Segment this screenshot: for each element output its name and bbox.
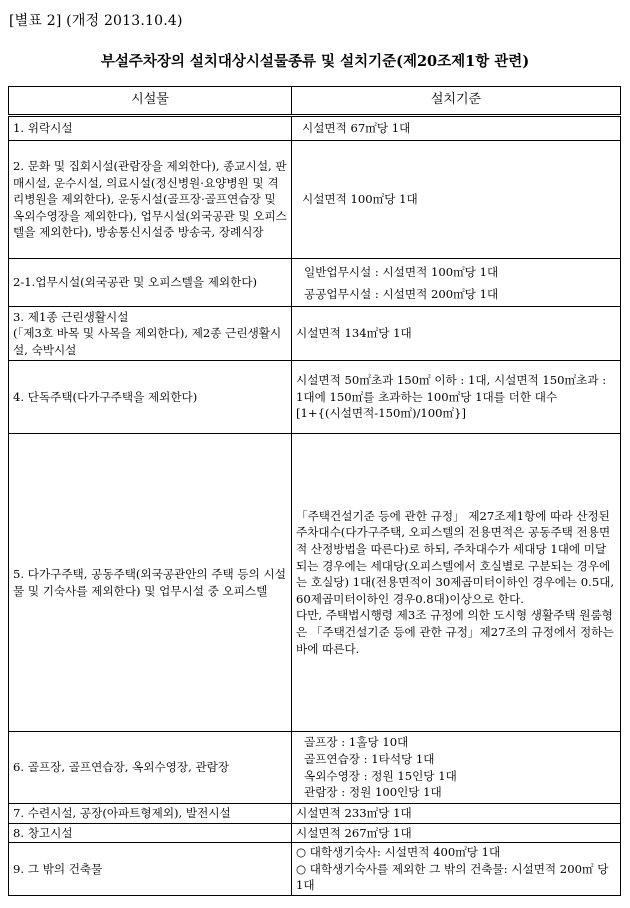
facility-cell: 9. 그 밖의 건축물 [9, 843, 292, 896]
criteria-line: 관람장 : 정원 100인당 1대 [304, 785, 442, 800]
criteria-cell [292, 259, 621, 307]
table-row [9, 434, 621, 732]
criteria-line: 골프장 : 1홀당 10대 [304, 735, 409, 750]
criteria-line: 골프연습장 : 1타석당 1대 [304, 751, 435, 766]
facility-cell: 4. 단독주택(다가구주택을 제외한다) [9, 361, 292, 434]
table-row [9, 116, 621, 141]
facility-cell: 5. 다가구주택, 공동주택(외국공관안의 주택 등의 시설물 및 기숙사를 제외한다) 및 업무시설 중 오피스텔 [9, 434, 292, 732]
criteria-cell: 시설면적 134㎡당 1대 [292, 307, 621, 361]
table-header-row [9, 87, 621, 116]
criteria-line: 일반업무시설 : 시설면적 100㎡당 1대 [304, 264, 499, 279]
table-row [9, 259, 621, 307]
facility-cell: 1. 위락시설 [9, 116, 292, 141]
table-row [9, 732, 621, 804]
header-criteria: 설치기준 [292, 87, 621, 116]
criteria-cell: 시설면적 267㎡당 1대 [292, 823, 621, 843]
document-title: 부설주차장의 설치대상시설물종류 및 설치기준(제20조제1항 관련) [100, 53, 530, 70]
facility-cell: 7. 수련시설, 공장(아파트형제외), 발전시설 [9, 804, 292, 824]
facility-cell: 2. 문화 및 집회시설(관람장을 제외한다), 종교시설, 판매시설, 운수시설, 의료시설(정신병원·요양병원 및 격리병원을 제외한다), 운동시설(골프장·골프연습장 및 옥외수영장을 제외한다), 업무시설(외국공관 및 오피스텔을 제외한다), 방송통신시설중 방송국, 장례식장 [9, 141, 292, 259]
table-row [9, 804, 621, 824]
criteria-cell: 시설면적 100㎡당 1대 [292, 141, 621, 259]
criteria-line: 시설면적 50㎡초과 150㎡ 이하 : 1대, 시설면적 150㎡초과 : 1대에 150㎡를 초과하는 100㎡당 1대를 더한 대수 [296, 373, 607, 404]
table-row [9, 823, 621, 843]
table-row [9, 843, 621, 896]
facility-cell: 6. 골프장, 골프연습장, 옥외수영장, 관람장 [9, 732, 292, 804]
criteria-line: 다만, 주택법시행령 제3조 규정에 의한 도시형 생활주택 원룸형은 「주택건설기준 등에 관한 규정」제27조의 규정에서 정하는 바에 따른다. [296, 608, 614, 656]
criteria-line: 「주택건설기준 등에 관한 규정」 제27조제1항에 따라 산정된 주차대수(다가구주택, 오피스텔의 전용면적은 공동주택 전용면적 산정방법을 따른다)로 하되, 주차대수가 세대당 1대에 미달되는 경우에는 세대당(오피스텔에서 호실별로 구분되는 경우에는 호실당) 1대(전용면적이 30제곱미터이하인 경우에는 0.5대, 60제곱미터이하인 경우0.8대)이상으로 한다. [296, 508, 615, 606]
criteria-cell: 시설면적 67㎡당 1대 [292, 116, 621, 141]
criteria-cell: 시설면적 233㎡당 1대 [292, 804, 621, 824]
facility-cell: 2-1.업무시설(외국공관 및 오피스텔을 제외한다) [9, 259, 292, 307]
criteria-line: 옥외수영장 : 정원 15인당 1대 [304, 768, 457, 783]
header-facility: 시설물 [9, 87, 292, 116]
facility-line: (「제3호 바목 및 사목을 제외한다), 제2종 근린생활시설, 숙박시설 [13, 326, 282, 357]
table-row [9, 141, 621, 259]
criteria-cell [292, 434, 621, 732]
annex-label: [별표 2] (개정 2013.10.4) [9, 13, 183, 29]
facility-line: 3. 제1종 근린생활시설 [13, 309, 129, 324]
table-row [9, 361, 621, 434]
criteria-cell [292, 361, 621, 434]
criteria-line: ○ 대학생기숙사: 시설면적 400㎡당 1대 [296, 845, 501, 860]
facility-cell: 8. 창고시설 [9, 823, 292, 843]
criteria-line: ○ 대학생기숙사를 제외한 그 밖의 건축물: 시설면적 200㎡ 당 1대 [296, 861, 609, 893]
criteria-line: [1+{(시설면적-150㎡)/100㎡}] [296, 406, 467, 421]
criteria-line: 공공업무시설 : 시설면적 200㎡당 1대 [304, 286, 499, 301]
parking-standards-table [8, 86, 621, 896]
facility-cell [9, 307, 292, 361]
criteria-cell [292, 732, 621, 804]
criteria-cell [292, 843, 621, 896]
table-row [9, 307, 621, 361]
